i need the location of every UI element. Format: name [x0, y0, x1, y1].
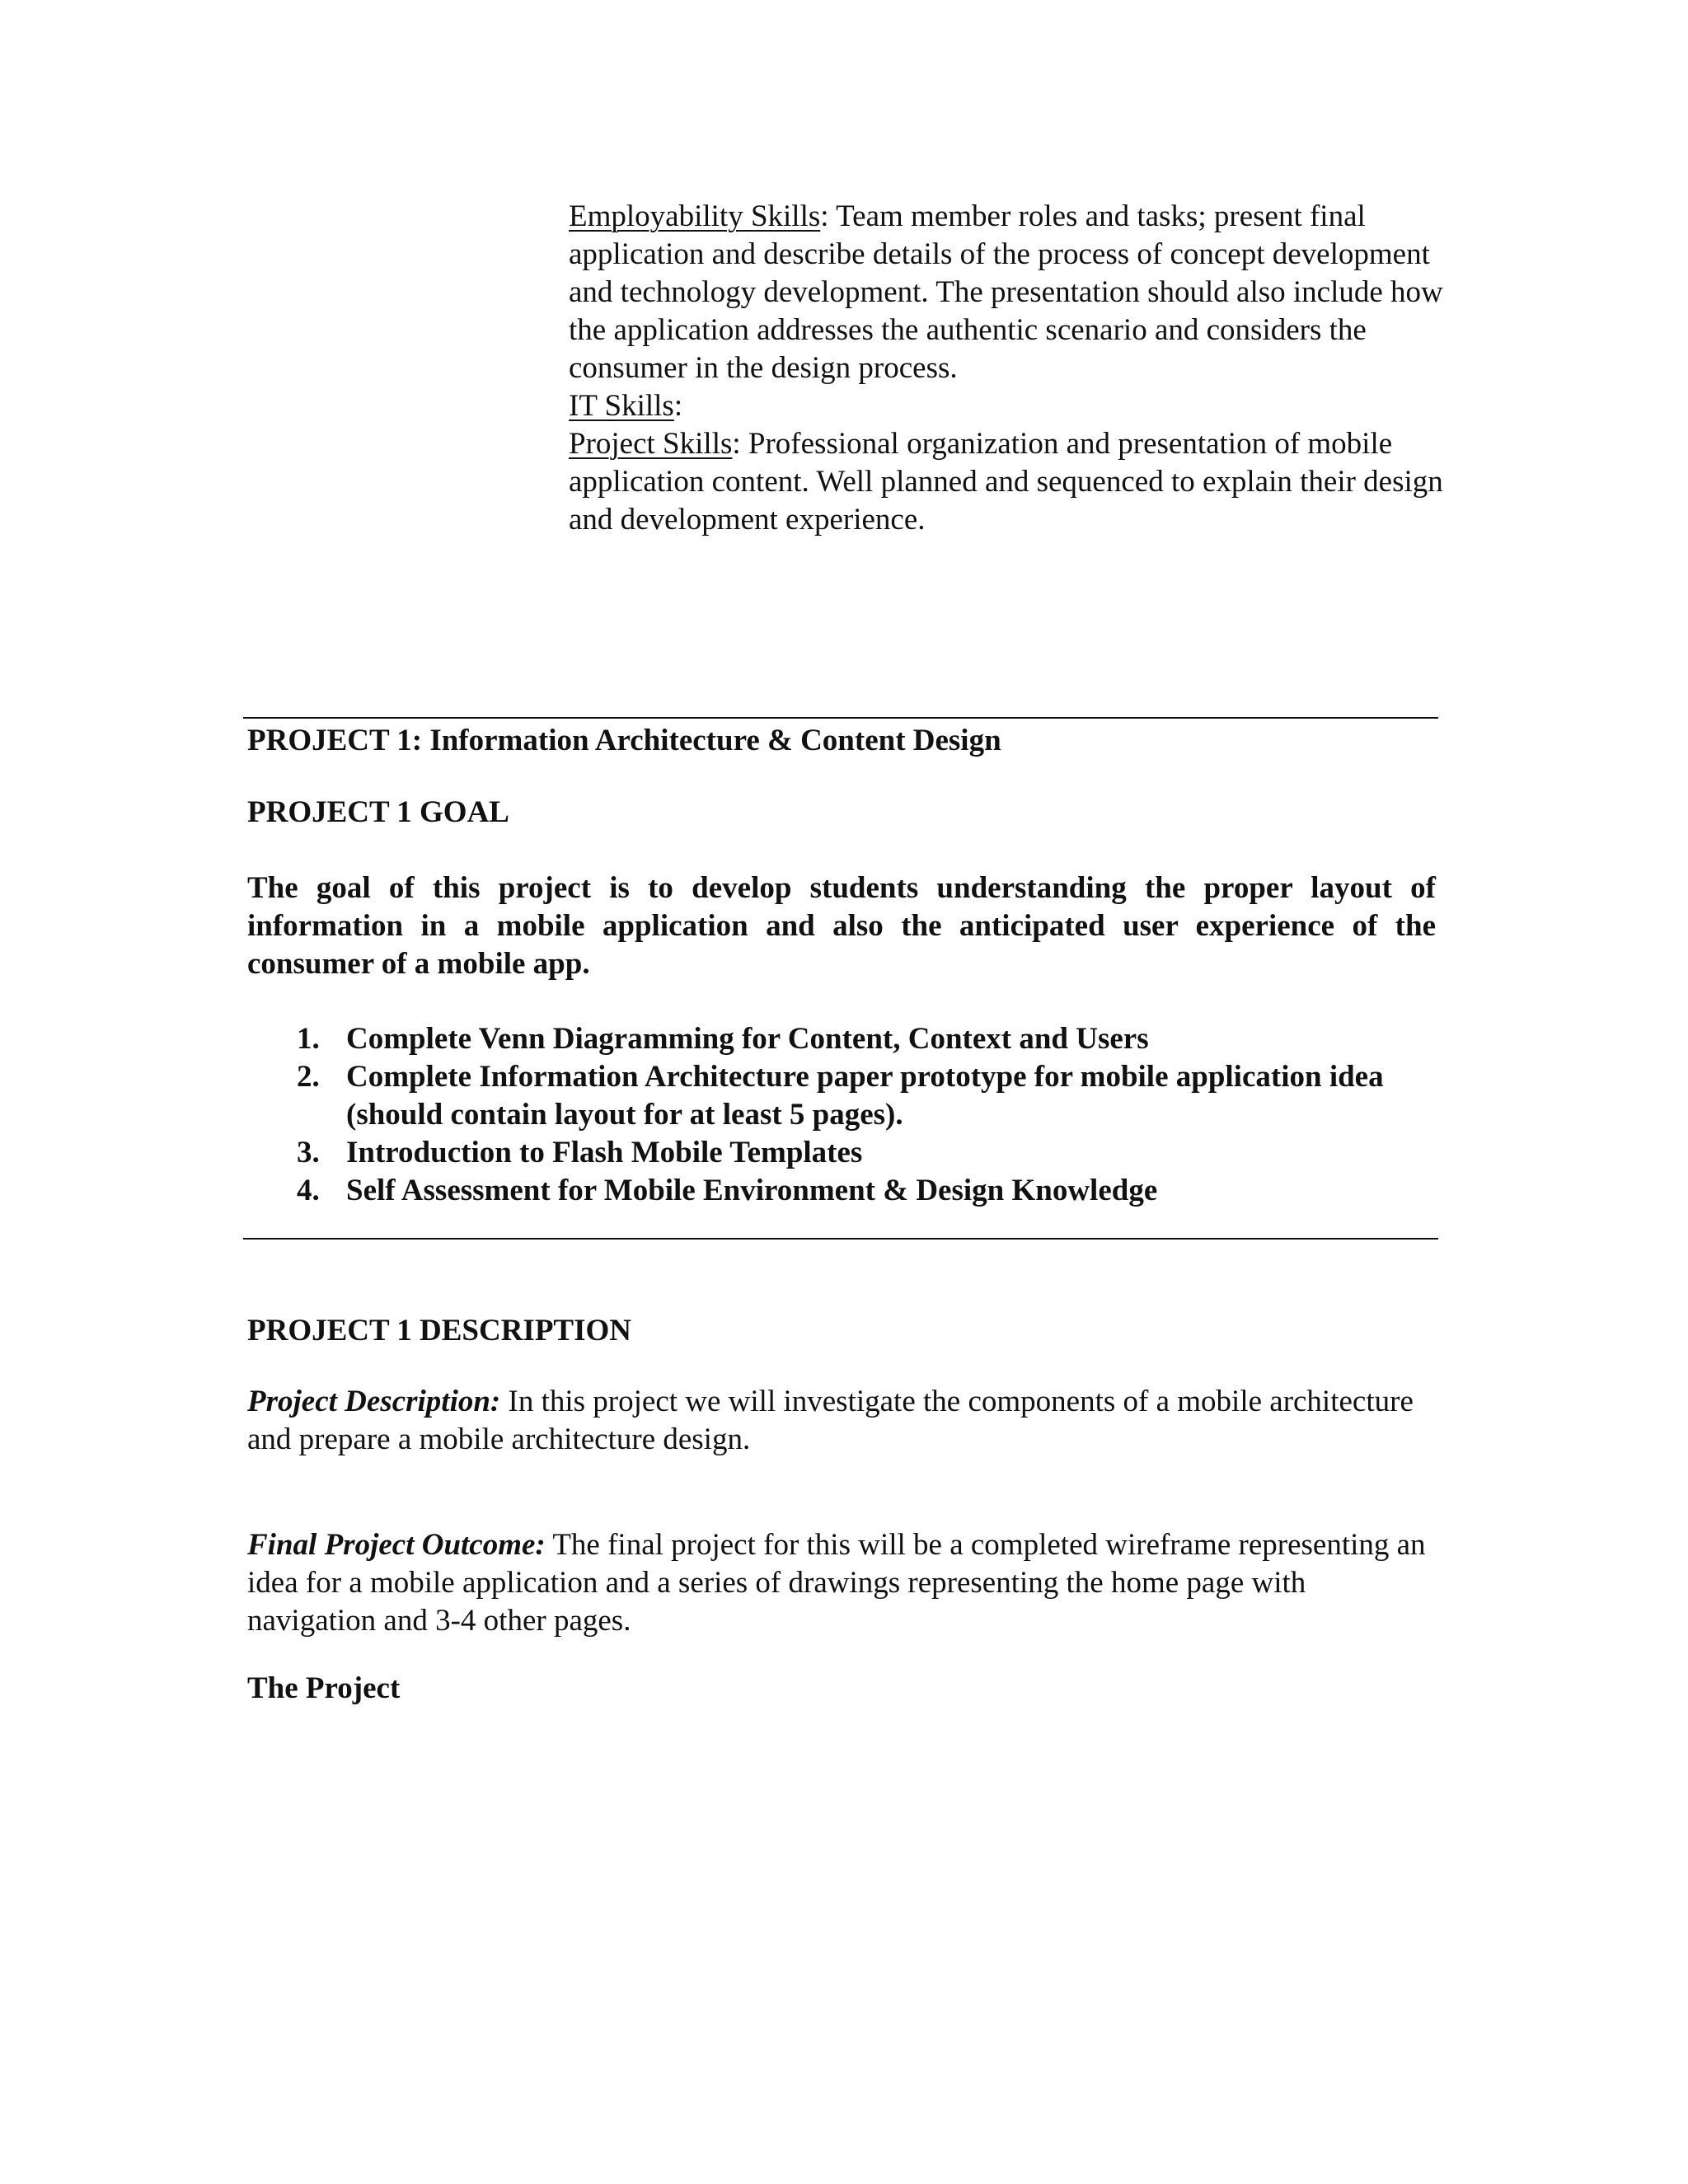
goal-item-number: 3.	[297, 1136, 320, 1169]
goal-item-number: 1.	[297, 1022, 320, 1056]
final-outcome-label: Final Project Outcome:	[247, 1528, 546, 1562]
goal-item-text: Complete Information Architecture paper prototype for mobile application idea (should contain layout for at least 5 pages).	[346, 1060, 1384, 1132]
it-skills-text: :	[673, 389, 683, 423]
goal-list	[247, 1020, 1434, 1210]
goal-list-item	[247, 1020, 1434, 1058]
goal-text: The goal of this project is to develop students understanding the proper layout of information in a mobile application and also the anticipated user experience of the consumer of a mobile app.	[247, 871, 1436, 981]
bottom-divider	[243, 1238, 1438, 1240]
final-outcome-paragraph	[247, 1526, 1434, 1640]
it-skills-label: IT Skills	[569, 389, 674, 423]
goal-heading: PROJECT 1 GOAL	[247, 795, 509, 829]
employability-skills-label: Employability Skills	[569, 199, 821, 233]
goal-item-text: Self Assessment for Mobile Environment & Design Knowledge	[346, 1174, 1158, 1207]
final-outcome-text: The final project for this will be a completed wireframe representing an idea for a mobile application and a series of drawings representing the home page with navigation and 3-4 other pages.	[247, 1528, 1426, 1638]
the-project-heading: The Project	[247, 1671, 401, 1705]
skills-block	[569, 198, 1451, 539]
goal-item-number: 4.	[297, 1174, 320, 1207]
description-heading: PROJECT 1 DESCRIPTION	[247, 1314, 632, 1347]
it-skills-paragraph	[569, 387, 1451, 425]
goal-list-item	[247, 1172, 1434, 1210]
project-skills-label: Project Skills	[569, 427, 733, 461]
employability-skills-paragraph	[569, 198, 1451, 387]
goal-item-text: Complete Venn Diagramming for Content, Context and Users	[346, 1022, 1149, 1056]
project-skills-text: : Professional organization and presentation of mobile application content. Well planned and sequenced to explain their design and development experience.	[569, 427, 1443, 537]
goal-item-number: 2.	[297, 1060, 320, 1094]
employability-skills-text: : Team member roles and tasks; present final application and describe details of the process of concept development and technology development. The presentation should also include how the application addresses the authentic scenario and considers the consumer in the design process.	[569, 199, 1443, 385]
project-description-label: Project Description:	[247, 1385, 501, 1418]
goal-list-item	[247, 1058, 1434, 1134]
top-divider	[243, 717, 1438, 719]
project-title: PROJECT 1: Information Architecture & Content Design	[247, 724, 1001, 757]
goal-list-item	[247, 1134, 1434, 1172]
goal-item-text: Introduction to Flash Mobile Templates	[346, 1136, 863, 1169]
project-skills-paragraph	[569, 425, 1451, 539]
project-description-text: In this project we will investigate the components of a mobile architecture and prepare a mobile architecture design.	[247, 1385, 1414, 1456]
project-description-paragraph	[247, 1383, 1434, 1459]
